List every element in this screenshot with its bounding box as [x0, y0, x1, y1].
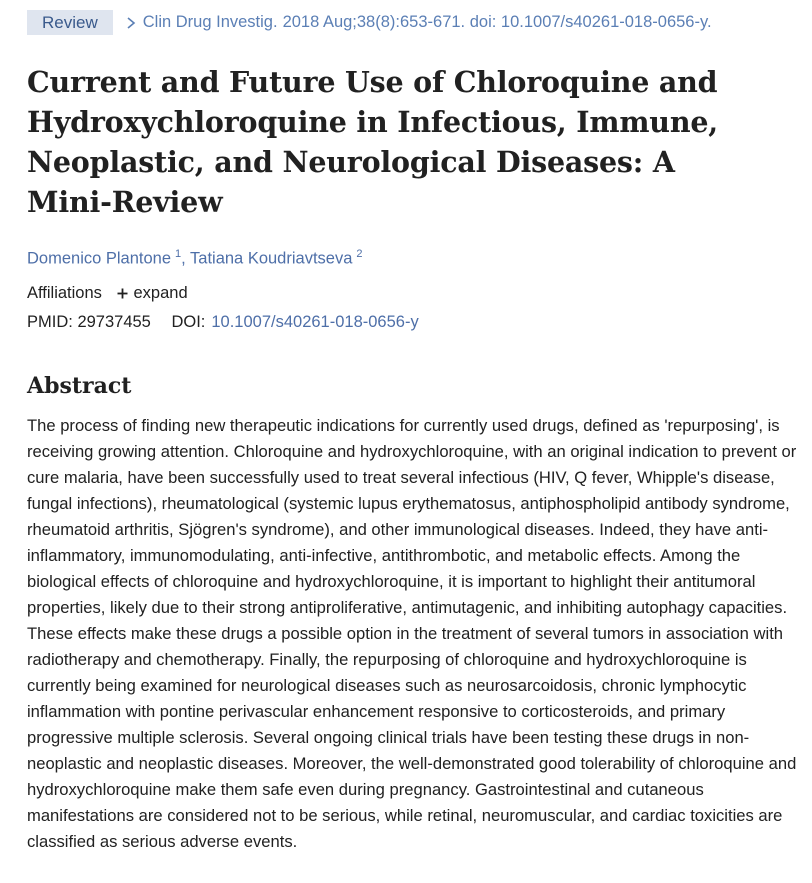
citation-row: [27, 10, 712, 35]
journal-link[interactable]: Clin Drug Investig.: [142, 13, 278, 31]
author-link[interactable]: Domenico Plantone: [27, 249, 172, 268]
affiliations-label: Affiliations: [27, 284, 102, 302]
plus-icon: [117, 281, 128, 305]
author-link[interactable]: Tatiana Koudriavtseva: [190, 249, 353, 268]
article-identifiers: [27, 310, 419, 334]
chevron-right-icon: [125, 16, 137, 30]
publication-type-badge[interactable]: Review: [27, 10, 113, 35]
affiliation-ref[interactable]: 1: [175, 248, 182, 260]
doi-link[interactable]: 10.1007/s40261-018-0656-y: [211, 313, 419, 331]
expand-affiliations-button[interactable]: [117, 284, 188, 302]
expand-label: expand: [133, 284, 188, 302]
pmid-label: PMID:: [27, 313, 73, 331]
citation-details: 2018 Aug;38(8):653-671. doi: 10.1007/s40261-018-0656-y.: [282, 13, 712, 31]
affiliations-row: [27, 281, 188, 305]
article-title: Current and Future Use of Chloroquine and Hydroxychloroquine in Infectious, Immune, Neoplastic, and Neurological Diseases: A Mini-Review: [27, 65, 718, 219]
author-list: [27, 242, 363, 271]
abstract-text: The process of finding new therapeutic indications for currently used drugs, defined as 'repurposing', is receiving growing attention. Chloroquine and hydroxychloroquine, with an original indication to prevent or cure malaria, have been successfully used to treat several infectious (HIV, Q fever, Whipple's disease, fungal infections), rheumatological (systemic lupus erythematosus, antiphospholipid antibody syndrome, rheumatoid arthritis, Sjögren's syndrome), and other immunological diseases. Indeed, they have anti-inflammatory, immunomodulating, anti-infective, antithrombotic, and metabolic effects. Among the biological effects of chloroquine and hydroxychloroquine, it is important to highlight their antitumoral properties, likely due to their strong antiproliferative, antimutagenic, and inhibiting autophagy capacities. These effects make these drugs a possible option in the treatment of several tumors in association with radiotherapy and chemotherapy. Finally, the repurposing of chloroquine and hydroxychloroquine is currently being examined for neurological diseases such as neurosarcoidosis, chronic lymphocytic inflammation with pontine perivascular enhancement responsive to corticosteroids, and primary progressive multiple sclerosis. Several ongoing clinical trials have been testing these drugs in non-neoplastic and neoplastic diseases. Moreover, the well-demonstrated good tolerability of chloroquine and hydroxychloroquine make them safe even during pregnancy. Gastrointestinal and cutaneous manifestations are considered not to be serious, while retinal, neuromuscular, and cardiac toxicities are classified as serious adverse events.: [27, 416, 797, 851]
abstract-heading: Abstract: [27, 373, 132, 399]
doi-label: DOI:: [171, 313, 206, 331]
author-separator: ,: [181, 249, 186, 268]
pmid-value: 29737455: [77, 313, 151, 331]
affiliation-ref[interactable]: 2: [356, 248, 363, 260]
